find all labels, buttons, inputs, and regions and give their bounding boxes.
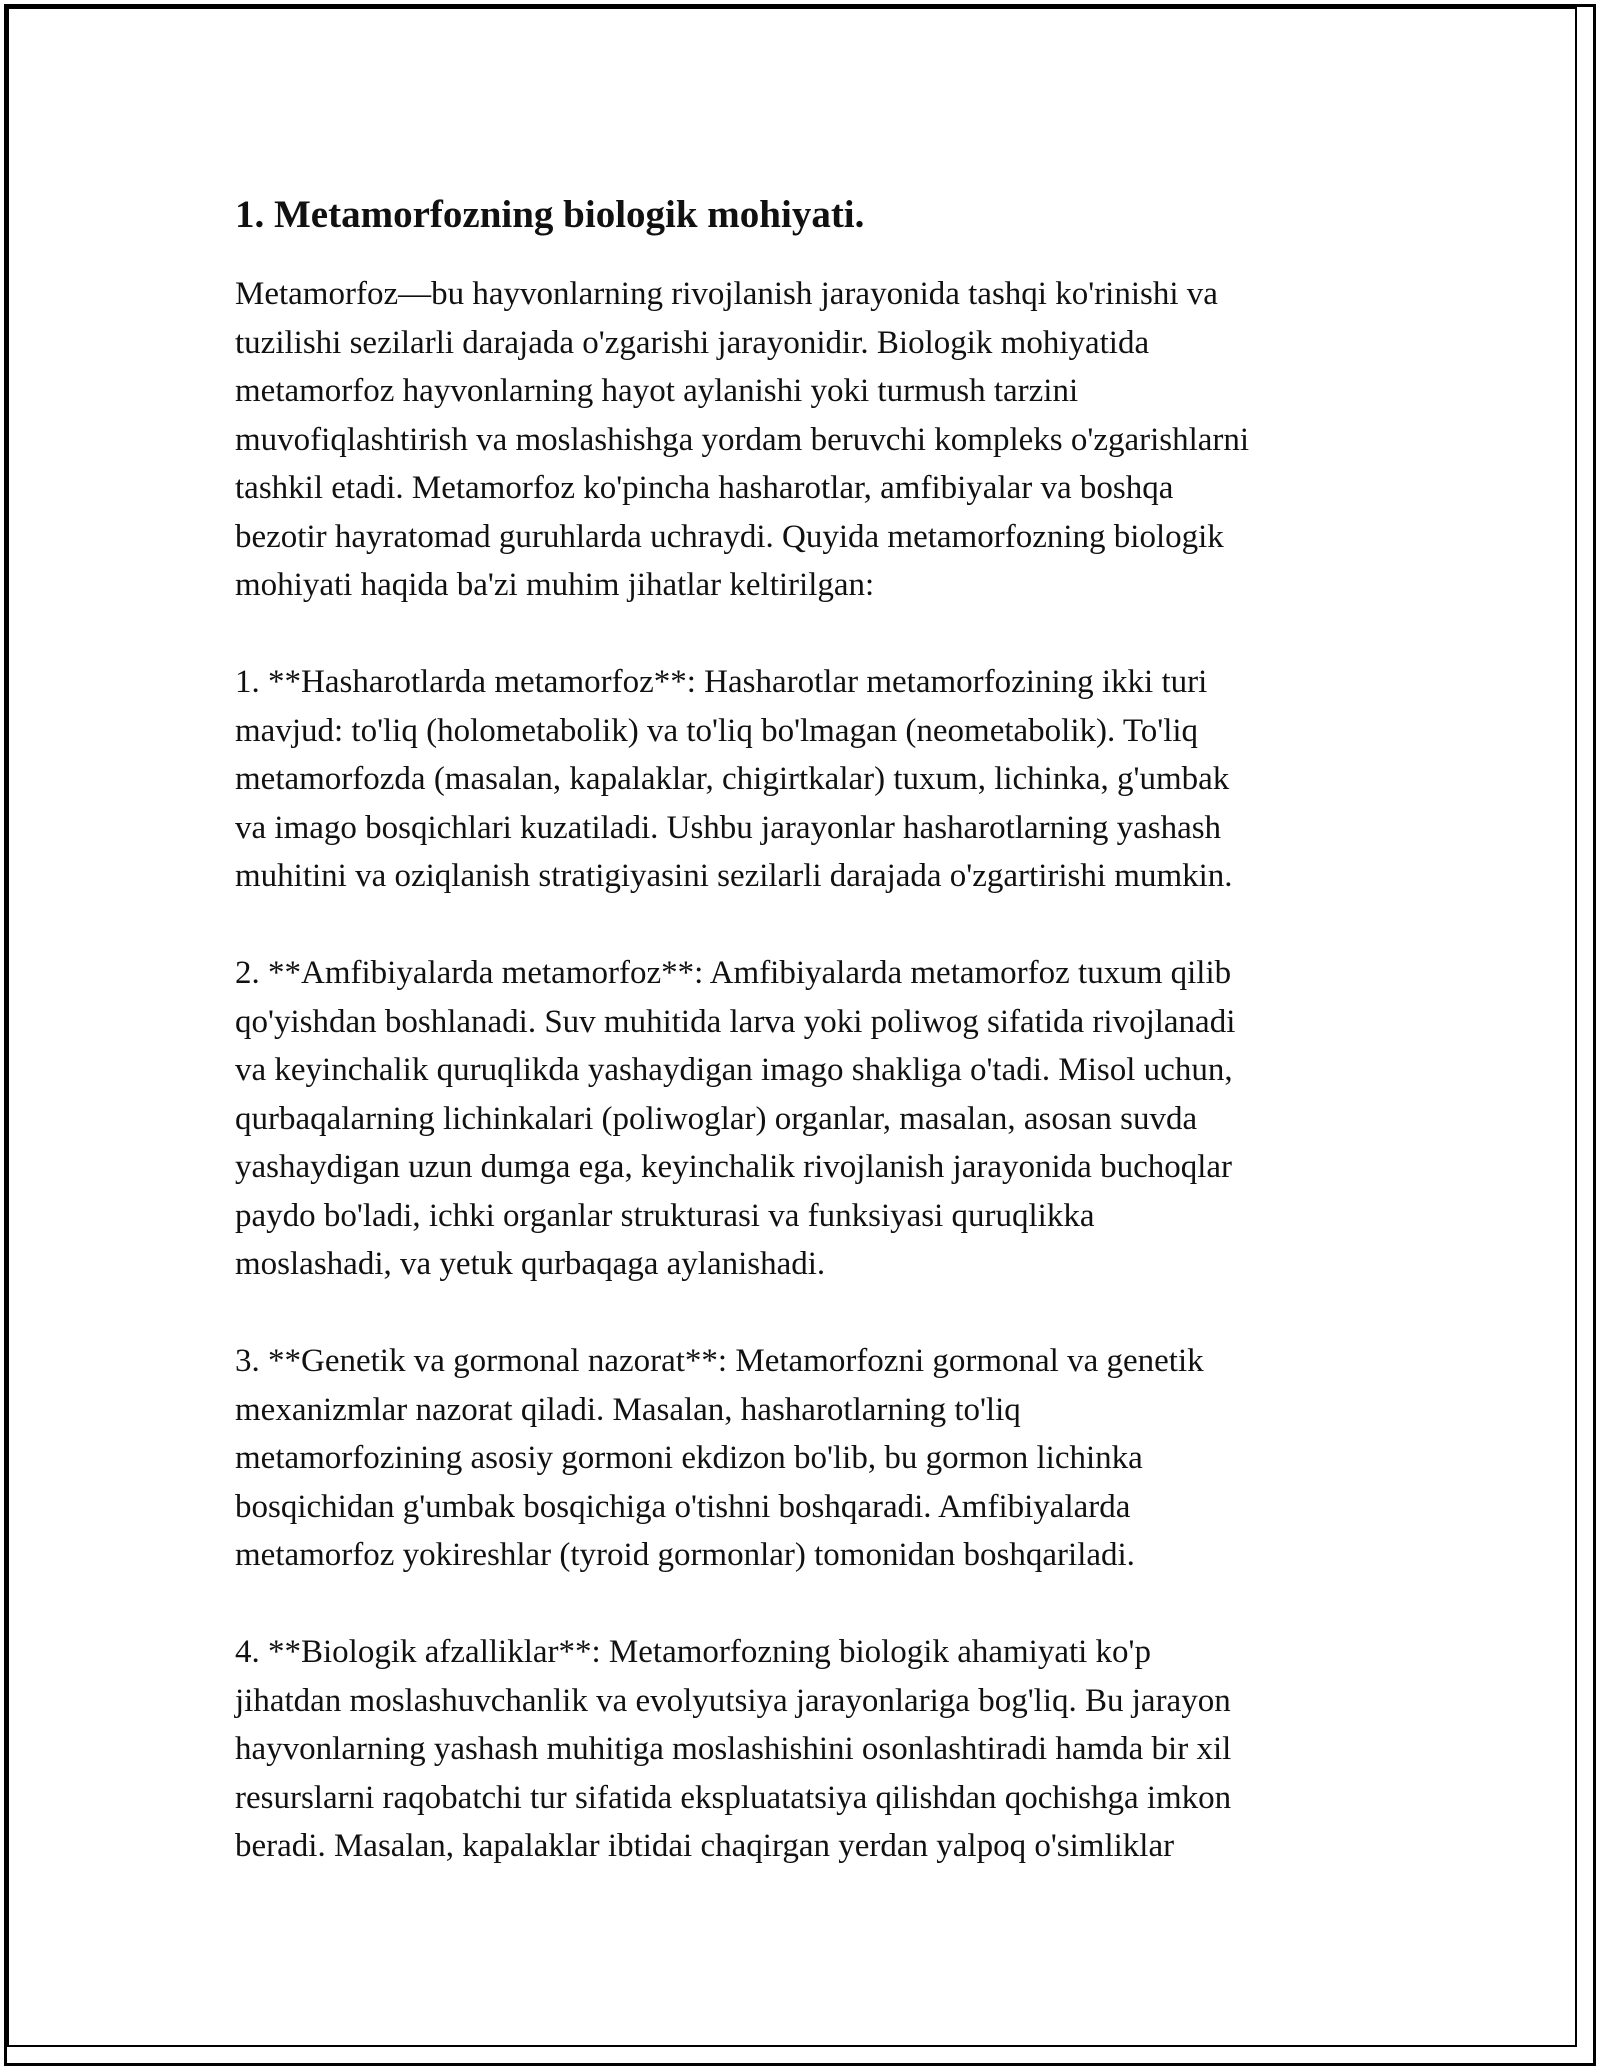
text-line: muvofiqlashtirish va moslashishga yordam beruvchi kompleks o'zgarishlarni bbox=[235, 421, 1250, 458]
paragraph bbox=[235, 658, 1365, 901]
document-body bbox=[235, 190, 1365, 1919]
paragraph-list bbox=[235, 270, 1365, 1871]
text-line: mexanizmlar nazorat qiladi. Masalan, hasharotlarning to'liq bbox=[235, 1391, 1021, 1428]
paragraph bbox=[235, 270, 1365, 610]
text-line: metamorfozda (masalan, kapalaklar, chigirtkalar) tuxum, lichinka, g'umbak bbox=[235, 761, 1230, 797]
text-line: jihatdan moslashuvchanlik va evolyutsiya jarayonlariga bog'liq. Bu jarayon bbox=[235, 1682, 1231, 1719]
text-line: 2. **Amfibiyalarda metamorfoz**: Amfibiyalarda metamorfoz tuxum qilib bbox=[235, 955, 1232, 991]
text-line: yashaydigan uzun dumga ega, keyinchalik rivojlanish jarayonida buchoqlar bbox=[235, 1149, 1233, 1185]
text-line: hayvonlarning yashash muhitiga moslashishini osonlashtiradi hamda bir xil bbox=[235, 1731, 1232, 1767]
text-line: bosqichidan g'umbak bosqichiga o'tishni boshqaradi. Amfibiyalarda bbox=[235, 1488, 1131, 1525]
text-line: va imago bosqichlari kuzatiladi. Ushbu jarayonlar hasharotlarning yashash bbox=[235, 809, 1222, 846]
text-line: metamorfoz yokireshlar (tyroid gormonlar) tomonidan boshqariladi. bbox=[235, 1537, 1135, 1573]
text-line: 4. **Biologik afzalliklar**: Metamorfozning biologik ahamiyati ko'p bbox=[235, 1634, 1152, 1670]
text-line: metamorfozining asosiy gormoni ekdizon bo'lib, bu gormon lichinka bbox=[235, 1440, 1143, 1476]
text-line: beradi. Masalan, kapalaklar ibtidai chaqirgan yerdan yalpoq o'simliklar bbox=[235, 1828, 1175, 1864]
text-line: qurbaqalarning lichinkalari (poliwoglar) organlar, masalan, asosan suvda bbox=[235, 1100, 1198, 1137]
text-line: resurslarni raqobatchi tur sifatida ekspluatatsiya qilishdan qochishga imkon bbox=[235, 1779, 1232, 1816]
paragraph bbox=[235, 949, 1365, 1289]
paragraph bbox=[235, 1337, 1365, 1580]
text-line: metamorfoz hayvonlarning hayot aylanishi yoki turmush tarzini bbox=[235, 373, 1079, 409]
text-line: muhitini va oziqlanish stratigiyasini sezilarli darajada o'zgartirishi mumkin. bbox=[235, 858, 1233, 894]
text-line: tashkil etadi. Metamorfoz ko'pincha hasharotlar, amfibiyalar va boshqa bbox=[235, 470, 1174, 506]
text-line: tuzilishi sezilarli darajada o'zgarishi jarayonidir. Biologik mohiyatida bbox=[235, 324, 1150, 361]
text-line: moslashadi, va yetuk qurbaqaga aylanishadi. bbox=[235, 1246, 826, 1282]
text-line: qo'yishdan boshlanadi. Suv muhitida larva yoki poliwog sifatida rivojlanadi bbox=[235, 1003, 1236, 1040]
text-line: mohiyati haqida ba'zi muhim jihatlar keltirilgan: bbox=[235, 567, 875, 603]
text-line: 3. **Genetik va gormonal nazorat**: Metamorfozni gormonal va genetik bbox=[235, 1343, 1204, 1379]
section-heading: 1. Metamorfozning biologik mohiyati. bbox=[235, 193, 865, 236]
paragraph bbox=[235, 1628, 1365, 1871]
text-line: 1. **Hasharotlarda metamorfoz**: Hasharotlar metamorfozining ikki turi bbox=[235, 664, 1208, 700]
text-line: Metamorfoz—bu hayvonlarning rivojlanish jarayonida tashqi ko'rinishi va bbox=[235, 276, 1218, 312]
text-line: mavjud: to'liq (holometabolik) va to'liq bo'lmagan (neometabolik). To'liq bbox=[235, 712, 1199, 749]
text-line: va keyinchalik quruqlikda yashaydigan imago shakliga o'tadi. Misol uchun, bbox=[235, 1052, 1233, 1088]
text-line: bezotir hayratomad guruhlarda uchraydi. Quyida metamorfozning biologik bbox=[235, 518, 1224, 555]
text-line: paydo bo'ladi, ichki organlar strukturasi va funksiyasi quruqlikka bbox=[235, 1197, 1095, 1234]
